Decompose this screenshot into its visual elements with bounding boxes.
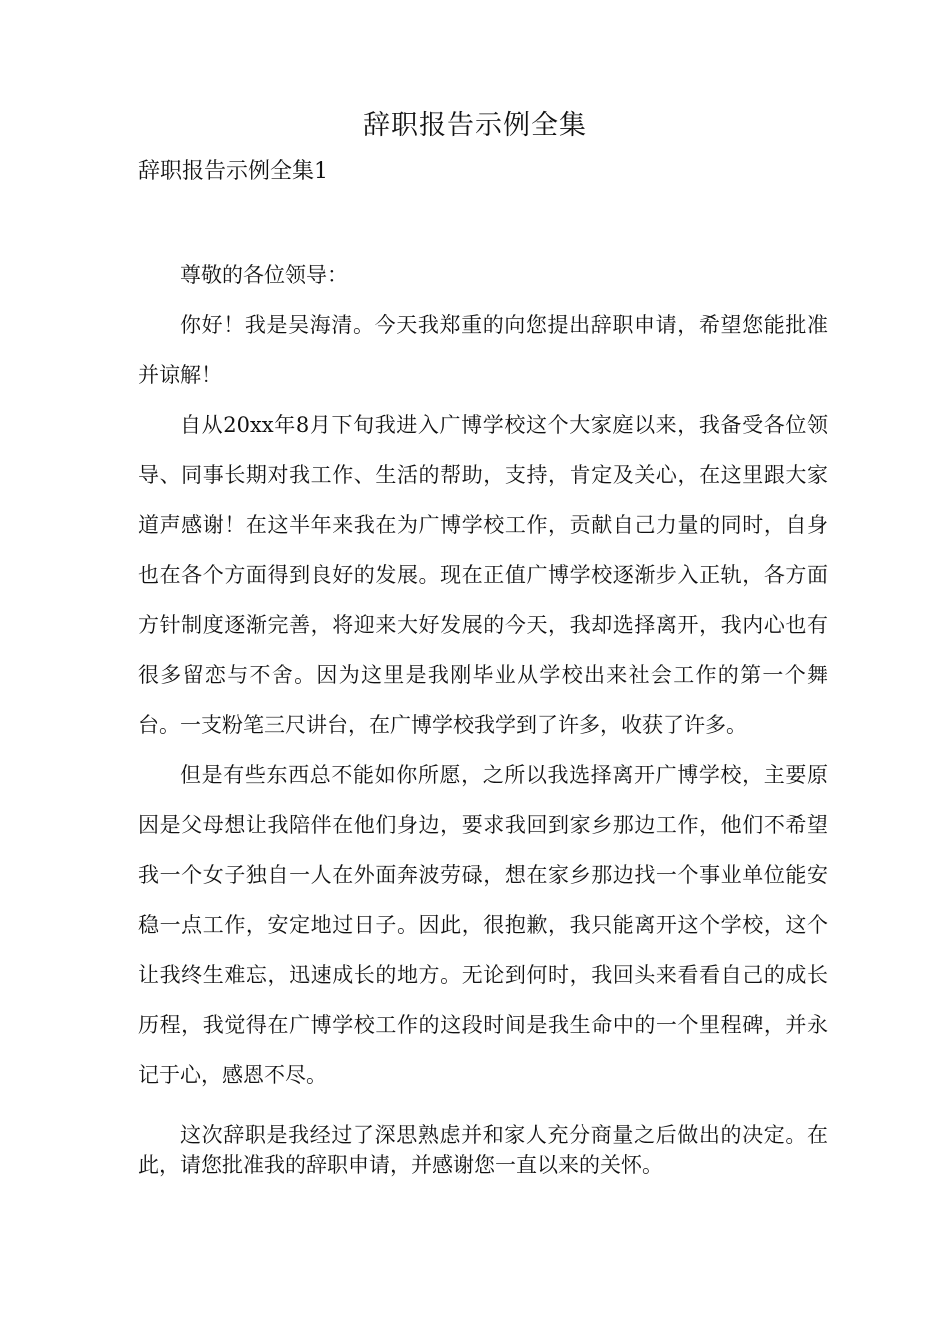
paragraph-gratitude: 自从20xx年8月下旬我进入广博学校这个大家庭以来，我备受各位领导、同事长期对我工作、生活的帮助，支持，肯定及关心，在这里跟大家道声感谢！在这半年来我在为广博学校工作，贡献自己力量的同时，自身也在各个方面得到良好的发展。现在正值广博学校逐渐步入正轨，各方面方针制度逐渐完善，将迎来大好发展的今天，我却选择离开，我内心也有很多留恋与不舍。因为这里是我刚毕业从学校出来社会工作的第一个舞台。一支粉笔三尺讲台，在广博学校我学到了许多，收获了许多。	[138, 413, 828, 737]
paragraph-closing: 这次辞职是我经过了深思熟虑并和家人充分商量之后做出的决定。在此，请您批准我的辞职申请，并感谢您一直以来的关怀。	[138, 1123, 828, 1177]
section-heading: 辞职报告示例全集1	[138, 159, 328, 184]
paragraph-reason: 但是有些东西总不能如你所愿，之所以我选择离开广博学校，主要原因是父母想让我陪伴在他们身边，要求我回到家乡那边工作，他们不希望我一个女子独自一人在外面奔波劳碌，想在家乡那边找一个事业单位能安稳一点工作，安定地过日子。因此，很抱歉，我只能离开这个学校，这个让我终生难忘，迅速成长的地方。无论到何时，我回头来看看自己的成长历程，我觉得在广博学校工作的这段时间是我生命中的一个里程碑，并永记于心，感恩不尽。	[138, 763, 828, 1087]
letter-body	[138, 250, 828, 1180]
salutation: 尊敬的各位领导：	[180, 263, 348, 287]
paragraph-greeting: 你好！我是吴海清。今天我郑重的向您提出辞职申请，希望您能批准并谅解！	[138, 313, 828, 387]
document-title: 辞职报告示例全集	[363, 110, 587, 141]
